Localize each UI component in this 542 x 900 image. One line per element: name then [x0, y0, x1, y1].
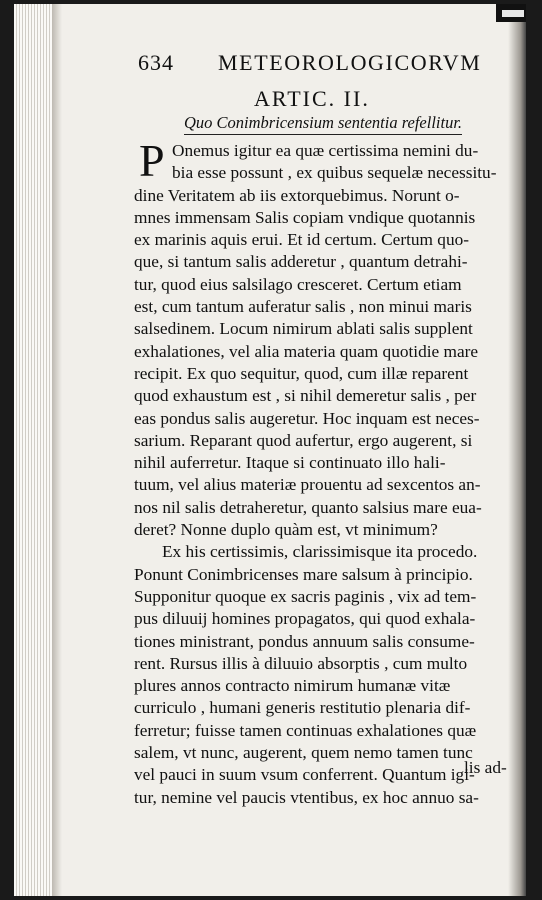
text-line: salem, vt nunc, augerent, quem nemo tamen tunc	[134, 743, 473, 763]
text-line: plures annos contracto nimirum humanæ vitæ	[134, 676, 451, 696]
running-title: METEOROLOGICORVM	[218, 50, 482, 75]
text-line: tuum, vel alius materiæ prouentu ad sexcentos an-	[134, 475, 481, 495]
text-line: Supponitur quoque ex sacris paginis , vix ad tem-	[134, 586, 477, 606]
text-line: tur, nemine vel paucis vtentibus, ex hoc annuo sa-	[134, 787, 479, 807]
text-line: sarium. Reparant quod aufertur, ergo augerent, si	[134, 430, 473, 450]
text-line: vel pauci in suum vsum conferrent. Quantum igi-	[134, 765, 475, 785]
text-line: pus diluuij homines propagatos, qui quod exhala-	[134, 609, 476, 629]
text-line: mnes immensam Salis copiam vndique quotannis	[134, 207, 476, 227]
body-text	[134, 135, 514, 809]
text-line: rent. Rursus illis à diluuio absorptis , cum multo	[134, 653, 468, 673]
text-line: dine Veritatem ab iis extorquebimus. Norunt o-	[134, 185, 460, 205]
text-line: exhalationes, vel alia materia quam quotidie mare	[134, 341, 479, 361]
text-line: quod exhaustum est , si nihil demeretur salis , per	[134, 386, 477, 406]
text-line: ferretur; fuisse tamen continuas exhalationes quæ	[134, 720, 477, 740]
page-clip-highlight	[502, 10, 524, 17]
text-line: recipit. Ex quo sequitur, quod, cum illæ reparent	[134, 363, 469, 383]
text-line: ex marinis aquis erui. Et id certum. Certum quo-	[134, 230, 469, 250]
text-line: que, si tantum salis adderetur , quantum detrahi-	[134, 252, 468, 272]
book-page	[14, 4, 526, 896]
section-title: ARTIC. II.	[254, 86, 370, 111]
text-line: Ponunt Conimbricenses mare salsum à principio.	[134, 564, 473, 584]
drop-capital: P	[139, 135, 165, 186]
text-line: tiones ministrant, pondus annuum salis consume-	[134, 631, 475, 651]
text-line: eas pondus salis augeretur. Hoc inquam est neces-	[134, 408, 480, 428]
catchword: lis ad-	[464, 758, 507, 777]
running-header	[138, 50, 488, 80]
text-line: nos nil salis detraheretur, quanto salsius mare eua-	[134, 497, 482, 517]
text-line: nihil auferretur. Itaque si continuato illo hali-	[134, 453, 446, 473]
gutter-shadow	[52, 4, 62, 896]
text-line: est, cum tantum auferatur salis , non minui maris	[134, 297, 472, 317]
text-line: salsedinem. Locum nimirum ablati salis supplent	[134, 319, 473, 339]
text-line: bia esse possunt , ex quibus sequelæ necessitu-	[172, 163, 497, 183]
text-line: curriculo , humani generis restitutio plenaria dif-	[134, 698, 471, 718]
text-line: Ex his certissimis, clarissimisque ita procedo.	[162, 542, 478, 562]
page-number: 634	[138, 50, 174, 75]
page-edges	[14, 4, 52, 896]
section-subtitle: Quo Conimbricensium sententia refellitur.	[184, 113, 462, 135]
text-line: tur, quod eius salsilago cresceret. Certum etiam	[134, 274, 462, 294]
text-line: Onemus igitur ea quæ certissima nemini du-	[172, 141, 479, 160]
text-line: deret? Nonne duplo quàm est, vt minimum?	[134, 520, 438, 540]
